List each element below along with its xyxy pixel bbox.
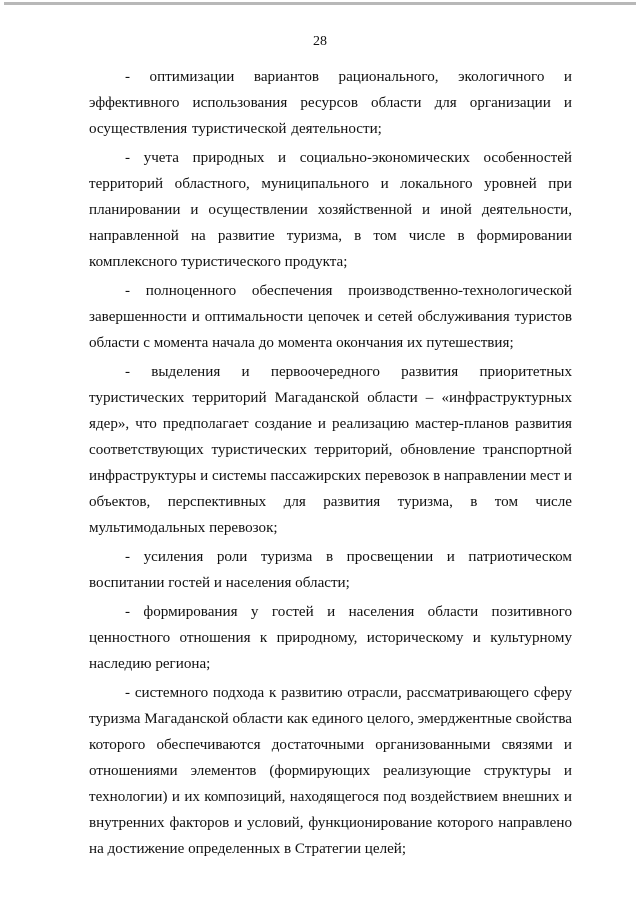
- page-number: 28: [313, 34, 327, 49]
- scan-top-edge: [4, 2, 636, 5]
- paragraph-systemic-approach: - системного подхода к развитию отрасли, рассматривающего сферу туризма Магаданской области как единого целого, эмерджентные свойства которого обеспечиваются достаточными организованными связями и отношениями элементов (формирующих реализующие структуры и технологии) и их композиций, находящегося под воздействием внешних и внутренних факторов и условий, функционирование которого направлено на достижение определенных в Стратегии целей;: [89, 685, 572, 857]
- paragraph-service-chains: - полноценного обеспечения производственно-технологической завершенности и оптимальности цепочек и сетей обслуживания туристов области с момента начала до момента окончания их путешествия;: [89, 283, 572, 351]
- document-body: [89, 64, 572, 865]
- paragraph-priority-territories: - выделения и первоочередного развития приоритетных туристических территорий Магаданской области – «инфраструктурных ядер», что предполагает создание и реализацию мастер-планов развития соответствующих туристических территорий, обновление транспортной инфраструктуры и системы пассажирских перевозок в направлении мест и объектов, перспективных для развития туризма, в том числе мультимодальных перевозок;: [89, 364, 572, 536]
- paragraph-natural-features: - учета природных и социально-экономических особенностей территорий областного, муниципального и локального уровней при планировании и осуществлении хозяйственной и иной деятельности, направленной на развитие туризма, в том числе в формировании комплексного туристического продукта;: [89, 150, 572, 270]
- paragraph-optimization: - оптимизации вариантов рационального, экологичного и эффективного использования ресурсов области для организации и осуществления туристической деятельности;: [89, 69, 572, 137]
- paragraph-education-role: - усиления роли туризма в просвещении и патриотическом воспитании гостей и населения области;: [89, 549, 572, 591]
- paragraph-heritage-attitude: - формирования у гостей и населения области позитивного ценностного отношения к природному, историческому и культурному наследию региона;: [89, 604, 572, 672]
